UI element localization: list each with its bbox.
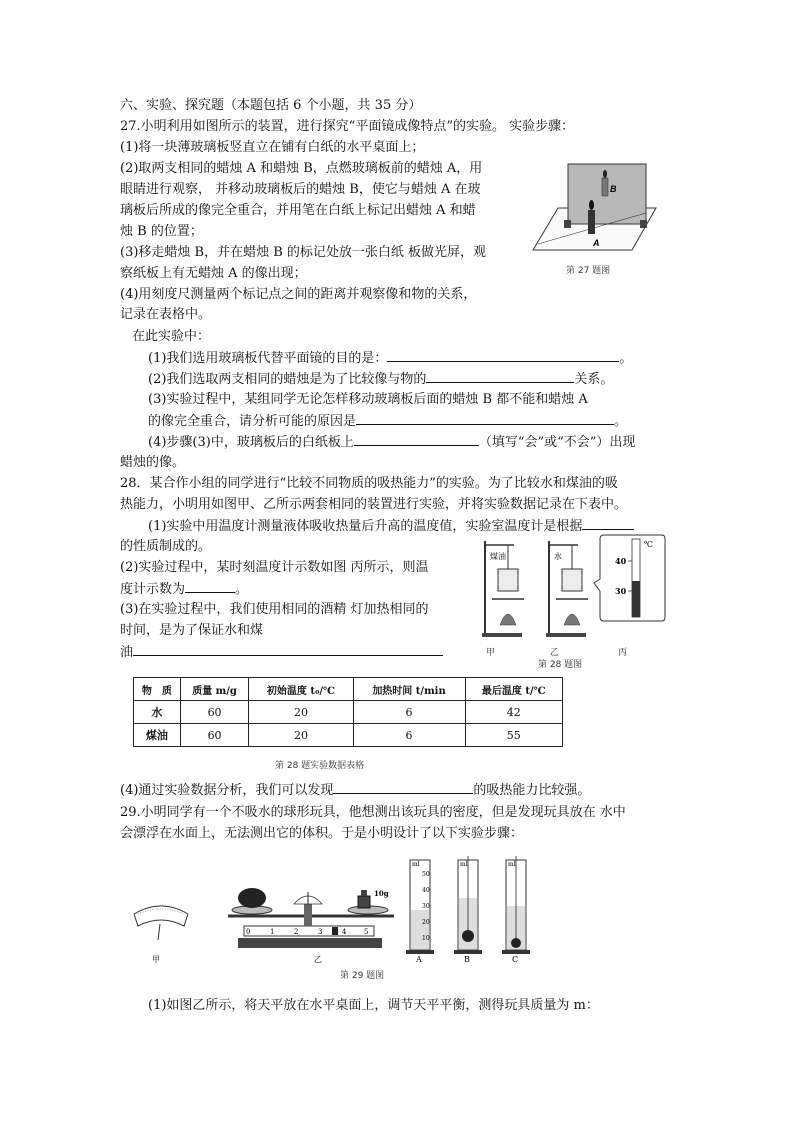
q28-sub3-line3: 油	[120, 642, 443, 663]
q29-caption: 第 29 题图	[340, 971, 385, 981]
q29-figure	[128, 852, 558, 970]
q28-sub2-line2: 度计示数为 。	[120, 579, 248, 600]
q28-table-caption: 第 28 题实验数据表格	[275, 761, 365, 771]
cyl-tick: 40	[422, 887, 430, 894]
toy-ball	[238, 888, 266, 908]
cyl-tick: 50	[422, 871, 430, 878]
q27-sub3-line2: 的像完全重合，请分析可能的原因是 。	[148, 411, 627, 432]
table-cell: 煤油	[134, 724, 181, 747]
q27-intro: 27.小明利用如图所示的装置，进行探究“平面镜成像特点”的实验。 实验步骤：	[120, 119, 575, 134]
q27-sub4-blank[interactable]	[354, 432, 479, 446]
header-cell: 最后温度 t/℃	[465, 678, 562, 701]
q28-sub1-blank[interactable]	[582, 516, 634, 530]
weight-label: 10g	[374, 889, 389, 898]
candle-a-flame	[589, 200, 594, 210]
plate-stand-left	[564, 220, 571, 228]
q28-sub4: (4)通过实验数据分析，我们可以发现 的吸热能力比较强。	[120, 780, 590, 801]
q27-step2-line4: 烛 B 的位置；	[120, 224, 203, 239]
q27-step2-line2: 眼睛进行观察， 并移动玻璃板后的蜡烛 B，使它与蜡烛 A 在玻	[120, 182, 481, 197]
tick-40: 40	[615, 556, 627, 566]
scale-tick: 0	[246, 928, 251, 936]
q27-step3-line2: 察纸板上有无蜡烛 A 的像出现；	[120, 266, 307, 281]
q27-sub2-blank[interactable]	[426, 369, 574, 383]
q27-sub2: (2)我们选取两支相同的蜡烛是为了比较像与物的 关系。	[148, 369, 613, 390]
scale-tick: 4	[342, 928, 347, 936]
table-cell: 6	[353, 724, 465, 747]
cyl-tick: 10	[422, 935, 430, 942]
table-cell: 6	[353, 701, 465, 724]
q28-data-table	[133, 677, 563, 747]
q28-sub2-blank[interactable]	[185, 579, 235, 593]
section-title: 六、实验、探究题（本题包括 6 个小题，共 35 分）	[120, 98, 422, 113]
dial-jia	[134, 906, 188, 940]
q29-intro-line1: 29.小明同学有一个不吸水的球形玩具，他想测出该玩具的密度，但是发现玩具放在 水中	[120, 805, 626, 820]
q28-sub2-line1: (2)实验过程中，某时刻温度计示数如图 丙所示，则温	[120, 560, 429, 575]
q27-caption: 第 27 题图	[566, 266, 611, 276]
q27-figure	[528, 158, 658, 260]
label-meiyou: 煤油	[490, 552, 506, 561]
table-header-row	[134, 678, 563, 701]
q28-caption: 第 28 题图	[538, 660, 583, 670]
q28-sub3-line2: 时间，是为了保证水和煤	[120, 623, 264, 638]
table-row	[134, 701, 563, 724]
label-jia: 甲	[152, 955, 160, 964]
table-cell: 20	[249, 724, 353, 747]
balance-yi	[228, 888, 394, 948]
label-a: A	[416, 955, 422, 964]
q27-sub4-line2: 蜡烛的像。	[120, 455, 186, 470]
cyl-tick: 20	[422, 919, 430, 926]
header-cell: 初始温度 t₀/℃	[249, 678, 353, 701]
label-c: C	[512, 955, 519, 964]
table-cell: 55	[465, 724, 562, 747]
setup-yi	[546, 541, 588, 637]
table-cell: 42	[465, 701, 562, 724]
q27-step4-line2: 记录在表格中。	[120, 307, 212, 322]
label-yi: 乙	[314, 955, 322, 964]
label-b: B	[610, 184, 617, 194]
table-row	[134, 724, 563, 747]
header-cell: 质量 m/g	[180, 678, 249, 701]
table-cell: 60	[180, 724, 249, 747]
q27-step2-line3: 璃板后所成的像完全重合，并用笔在白纸上标记出蜡烛 A 和蜡	[120, 203, 476, 218]
label-a: A	[593, 238, 600, 248]
candle-b	[602, 178, 608, 196]
q28-sub1-line1: (1)实验中用温度计测量液体吸收热量后升高的温度值，实验室温度计是根据	[148, 516, 634, 537]
table-cell: 20	[249, 701, 353, 724]
tick-30: 30	[615, 586, 627, 596]
label-yi: 乙	[550, 648, 560, 658]
table-cell: 60	[180, 701, 249, 724]
plate-stand-right	[640, 220, 647, 228]
q28-intro-line1: 28．某合作小组的同学进行“比较不同物质的吸热能力”的实验。为了比较水和煤油的吸	[120, 476, 618, 491]
q27-sub3-blank[interactable]	[356, 411, 614, 425]
label-jia: 甲	[486, 648, 496, 658]
label-bing: 丙	[618, 648, 628, 658]
q27-sub4: (4)步骤(3)中，玻璃板后的白纸板上 （填写“会”或“不会”）出现	[148, 432, 635, 453]
q27-in-experiment: 在此实验中：	[132, 329, 211, 344]
candle-b-flame	[603, 170, 607, 178]
q28-sub3-line1: (3)在实验过程中，我们使用相同的酒精 灯加热相同的	[120, 602, 429, 617]
q28-sub3-blank[interactable]	[133, 642, 443, 656]
label-shui: 水	[554, 552, 562, 561]
cyl-ml: ml	[460, 861, 468, 868]
q27-sub1: (1)我们选用玻璃板代替平面镜的目的是： 。	[148, 348, 632, 369]
scale-tick: 2	[294, 928, 299, 936]
q28-sub4-blank[interactable]	[333, 780, 473, 794]
scale-tick: 1	[270, 928, 275, 936]
header-cell: 物 质	[134, 678, 181, 701]
label-b: B	[464, 955, 470, 964]
candle-a	[588, 210, 595, 234]
q28-sub1-line2: 的性质制成的。	[120, 539, 212, 554]
scale-tick: 5	[364, 928, 369, 936]
q27-step3-line1: (3)移走蜡烛 B，并在蜡烛 B 的标记处放一张白纸 板做光屏，观	[120, 245, 487, 260]
cylinder-b	[454, 856, 482, 954]
unit-celsius: ℃	[644, 540, 653, 549]
q27-sub1-blank[interactable]	[387, 348, 619, 362]
scale-tick: 3	[318, 928, 323, 936]
cyl-ml: ml	[412, 861, 420, 868]
cylinder-a	[406, 860, 434, 954]
q29-sub1: (1)如图乙所示，将天平放在水平桌面上，调节天平平衡，测得玩具质量为 m：	[148, 998, 599, 1013]
q27-sub3-line1: (3)实验过程中，某组同学无论怎样移动玻璃板后面的蜡烛 B 都不能和蜡烛 A	[148, 392, 588, 407]
q28-intro-line2: 热能力，小明用如图甲、乙所示两套相同的装置进行实验，并将实验数据记录在下表中。	[120, 497, 628, 512]
q27-step2-line1: (2)取两支相同的蜡烛 A 和蜡烛 B，点燃玻璃板前的蜡烛 A，用	[120, 161, 483, 176]
q29-intro-line2: 会漂浮在水面上，无法测出它的体积。于是小明设计了以下实验步骤：	[120, 826, 524, 841]
q27-step1: (1)将一块薄玻璃板竖直立在铺有白纸的水平桌面上；	[120, 140, 425, 155]
cylinder-c	[502, 856, 530, 954]
header-cell: 加热时间 t/min	[353, 678, 465, 701]
q28-figure	[476, 533, 666, 643]
q27-step4-line1: (4)用刻度尺测量两个标记点之间的距离并观察像和物的关系，	[120, 287, 477, 302]
table-cell: 水	[134, 701, 181, 724]
thermometer-callout	[594, 535, 665, 621]
cyl-tick: 30	[422, 903, 430, 910]
cyl-ml: ml	[508, 861, 516, 868]
